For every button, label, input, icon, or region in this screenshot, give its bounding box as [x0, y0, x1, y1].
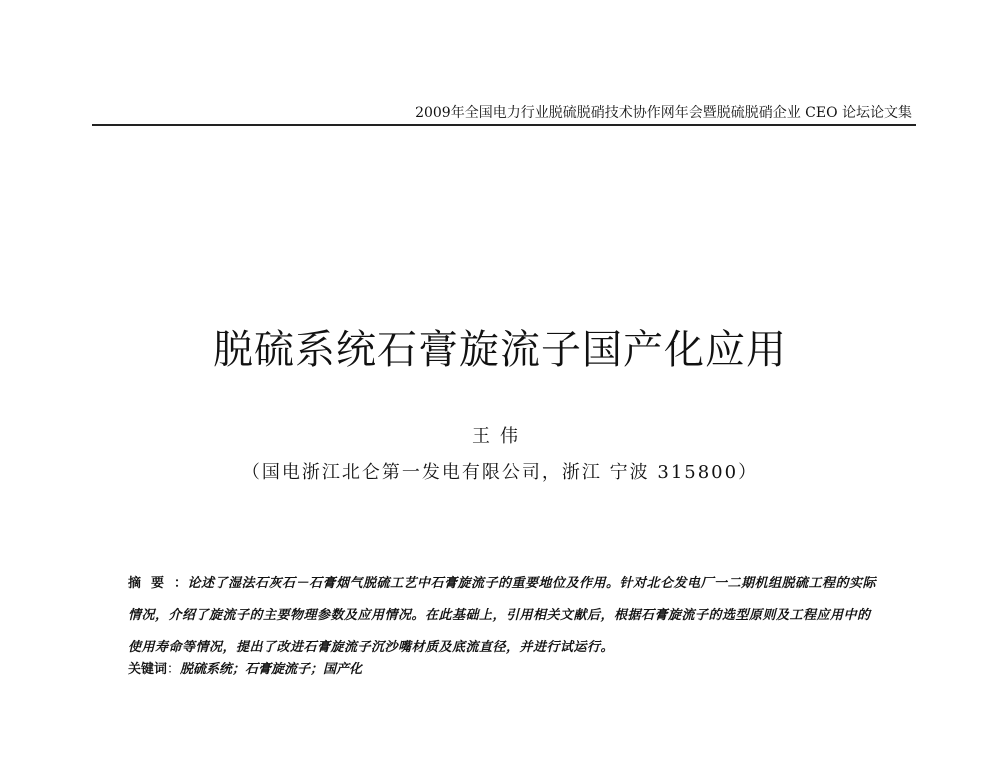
- abstract-label: 摘要: [128, 576, 175, 591]
- abstract-colon: ：: [174, 576, 188, 591]
- author-name: 王伟: [472, 426, 528, 447]
- keywords-text: 脱硫系统；石膏旋流子；国产化: [180, 662, 363, 677]
- running-header: 2009年全国电力行业脱硫脱硝技术协作网年会暨脱硫脱硝企业 CEO 论坛论文集: [415, 105, 912, 121]
- keywords-block: [128, 656, 880, 684]
- author-affiliation: （国电浙江北仑第一发电有限公司，浙江 宁波 315800）: [241, 462, 759, 483]
- paper-title: 脱硫系统石膏旋流子国产化应用: [213, 327, 787, 373]
- keywords-colon: ：: [167, 662, 181, 677]
- abstract-text: 论述了湿法石灰石－石膏烟气脱硫工艺中石膏旋流子的重要地位及作用。针对北仑发电厂一二期机组脱硫工程的实际情况，介绍了旋流子的主要物理参数及应用情况。在此基础上，引用相关文献后，根据石膏旋流子的选型原则及工程应用中的使用寿命等情况，提出了改进石膏旋流子沉沙嘴材质及底流直径，并进行试运行。: [128, 576, 877, 655]
- header-rule: [92, 124, 916, 126]
- keywords-label: 关键词: [128, 662, 168, 677]
- abstract-block: [128, 568, 880, 664]
